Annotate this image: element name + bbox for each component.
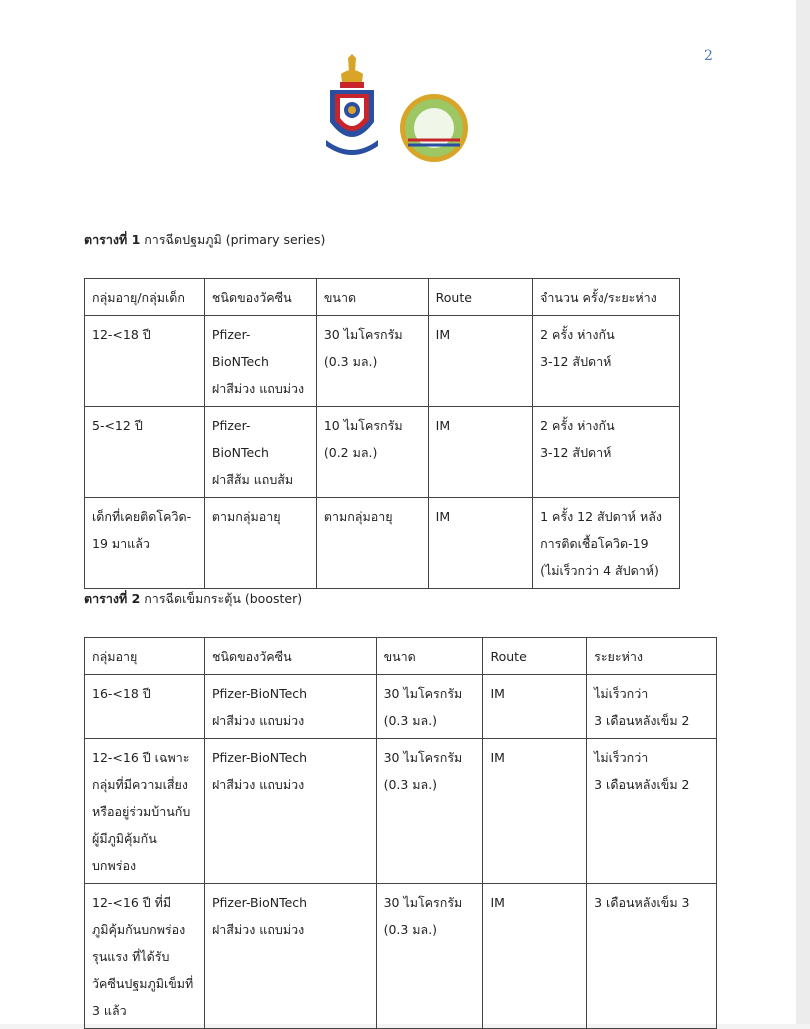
- primary-series-table: [84, 278, 680, 589]
- cell-text: Pfizer-: [211, 418, 251, 433]
- interval-cell: [533, 498, 680, 589]
- cell-text: ไม่เร็วกว่า: [594, 750, 649, 765]
- route-cell: [428, 498, 532, 589]
- cell-text: ฝาสีม่วง แถบม่วง: [211, 922, 305, 937]
- cell-text: (0.2 มล.): [323, 445, 378, 460]
- vaccine-cell: [204, 316, 316, 407]
- cell-text: 12-<16 ปี ที่มี: [92, 895, 172, 910]
- table1-caption-bold: ตารางที่ 1: [84, 232, 141, 247]
- cell-text: ฝาสีม่วง แถบม่วง: [211, 381, 305, 396]
- age-cell: [85, 884, 205, 1029]
- military-emblem-icon: [326, 54, 378, 155]
- cell-text: IM: [490, 895, 505, 910]
- window-edge: [796, 0, 810, 1024]
- cell-text: รุนแรง ที่ได้รับ: [92, 949, 170, 964]
- dose-cell: [316, 498, 428, 589]
- cell-text: (0.3 มล.): [383, 713, 438, 728]
- cell-text: 19 มาแล้ว: [92, 536, 150, 551]
- cell-text: (0.3 มล.): [323, 354, 378, 369]
- cell-text: (0.3 มล.): [383, 922, 438, 937]
- cell-text: (ไม่เร็วกว่า 4 สัปดาห์): [540, 563, 659, 578]
- cell-text: ฝาสีม่วง แถบม่วง: [211, 777, 305, 792]
- cell-text: ภูมิคุ้มกันบกพร่อง: [92, 922, 186, 937]
- age-cell: [85, 316, 205, 407]
- dose-cell: [316, 407, 428, 498]
- cell-text: 30 ไมโครกรัม: [383, 750, 463, 765]
- cell-text: วัคซีนปฐมภูมิเข็มที่: [92, 976, 194, 991]
- cell-text: 3 แล้ว: [92, 1003, 127, 1018]
- cell-text: 10 ไมโครกรัม: [323, 418, 403, 433]
- cell-text: 3 เดือนหลังเข็ม 2: [594, 777, 690, 792]
- vaccine-cell: [204, 498, 316, 589]
- cell-text: 30 ไมโครกรัม: [383, 686, 463, 701]
- route-cell: [483, 675, 587, 739]
- cell-text: 30 ไมโครกรัม: [323, 327, 403, 342]
- interval-cell: [587, 675, 717, 739]
- cell-text: บกพร่อง: [92, 858, 137, 873]
- header-cell: ขนาด: [316, 279, 428, 316]
- cell-text: BioNTech: [211, 354, 269, 369]
- table-row: [85, 498, 680, 589]
- cell-text: Pfizer-: [211, 327, 251, 342]
- cell-text: 30 ไมโครกรัม: [383, 895, 463, 910]
- dose-cell: [376, 884, 483, 1029]
- header-cell: Route: [483, 638, 587, 675]
- cell-text: ฝาสีส้ม แถบส้ม: [211, 472, 294, 487]
- cell-text: 16-<18 ปี: [92, 686, 151, 701]
- cell-text: หรืออยู่ร่วมบ้านกับ: [92, 804, 191, 819]
- vaccine-cell: [204, 407, 316, 498]
- booster-table: [84, 637, 717, 1029]
- table-row: [85, 407, 680, 498]
- header-cell: ขนาด: [376, 638, 483, 675]
- dose-cell: [376, 739, 483, 884]
- cell-text: IM: [435, 327, 451, 342]
- vaccine-cell: [204, 675, 376, 739]
- table-header-row: [85, 279, 680, 316]
- vaccine-cell: [204, 739, 376, 884]
- age-cell: [85, 407, 205, 498]
- header-cell: ชนิดของวัคซีน: [204, 638, 376, 675]
- cell-text: Pfizer-BioNTech: [211, 750, 308, 765]
- table1-caption: [84, 230, 325, 250]
- cell-text: IM: [490, 686, 505, 701]
- cell-text: 2 ครั้ง ห่างกัน: [540, 327, 615, 342]
- header-cell: กลุ่มอายุ: [85, 638, 205, 675]
- age-cell: [85, 675, 205, 739]
- cell-text: ไม่เร็วกว่า: [594, 686, 649, 701]
- header-cell: Route: [428, 279, 532, 316]
- interval-cell: [587, 739, 717, 884]
- table2-caption: [84, 589, 302, 609]
- table-row: [85, 739, 717, 884]
- cell-text: BioNTech: [211, 445, 269, 460]
- route-cell: [428, 407, 532, 498]
- cell-text: 3-12 สัปดาห์: [540, 445, 612, 460]
- table-header-row: [85, 638, 717, 675]
- cell-text: 3 เดือนหลังเข็ม 3: [594, 895, 690, 910]
- table2-caption-text: การฉีดเข็มกระตุ้น (booster): [140, 591, 303, 606]
- route-cell: [428, 316, 532, 407]
- header-cell: จำนวน ครั้ง/ระยะห่าง: [533, 279, 680, 316]
- header-logos: [326, 52, 476, 162]
- age-cell: [85, 498, 205, 589]
- cell-text: IM: [435, 418, 451, 433]
- cell-text: IM: [435, 509, 451, 524]
- dose-cell: [316, 316, 428, 407]
- cell-text: Pfizer-BioNTech: [211, 895, 308, 910]
- cell-text: เด็กที่เคยติดโควิด-: [92, 509, 192, 524]
- dose-cell: [376, 675, 483, 739]
- cell-text: 3-12 สัปดาห์: [540, 354, 612, 369]
- interval-cell: [533, 407, 680, 498]
- table-row: [85, 316, 680, 407]
- interval-cell: [587, 884, 717, 1029]
- cell-text: Pfizer-BioNTech: [211, 686, 308, 701]
- vaccine-cell: [204, 884, 376, 1029]
- cell-text: ตามกลุ่มอายุ: [323, 509, 393, 524]
- page-number: 2: [704, 48, 713, 64]
- cell-text: IM: [490, 750, 505, 765]
- header-cell: ชนิดของวัคซีน: [204, 279, 316, 316]
- cell-text: 12-<18 ปี: [92, 327, 151, 342]
- cell-text: 12-<16 ปี เฉพาะ: [92, 750, 190, 765]
- interval-cell: [533, 316, 680, 407]
- pidst-seal-icon: [400, 94, 468, 162]
- table-row: [85, 884, 717, 1029]
- table1-caption-text: การฉีดปฐมภูมิ (primary series): [140, 232, 326, 247]
- age-cell: [85, 739, 205, 884]
- cell-text: 5-<12 ปี: [92, 418, 143, 433]
- route-cell: [483, 884, 587, 1029]
- table-row: [85, 675, 717, 739]
- cell-text: กลุ่มที่มีความเสี่ยง: [92, 777, 188, 792]
- cell-text: 1 ครั้ง 12 สัปดาห์ หลัง: [540, 509, 662, 524]
- header-cell: ระยะห่าง: [587, 638, 717, 675]
- cell-text: (0.3 มล.): [383, 777, 438, 792]
- cell-text: การติดเชื้อโควิด-19: [540, 536, 649, 551]
- cell-text: 3 เดือนหลังเข็ม 2: [594, 713, 690, 728]
- cell-text: ผู้มีภูมิคุ้มกัน: [92, 831, 157, 846]
- cell-text: ตามกลุ่มอายุ: [211, 509, 281, 524]
- route-cell: [483, 739, 587, 884]
- table2-caption-bold: ตารางที่ 2: [84, 591, 141, 606]
- cell-text: ฝาสีม่วง แถบม่วง: [211, 713, 305, 728]
- cell-text: 2 ครั้ง ห่างกัน: [540, 418, 615, 433]
- header-cell: กลุ่มอายุ/กลุ่มเด็ก: [85, 279, 205, 316]
